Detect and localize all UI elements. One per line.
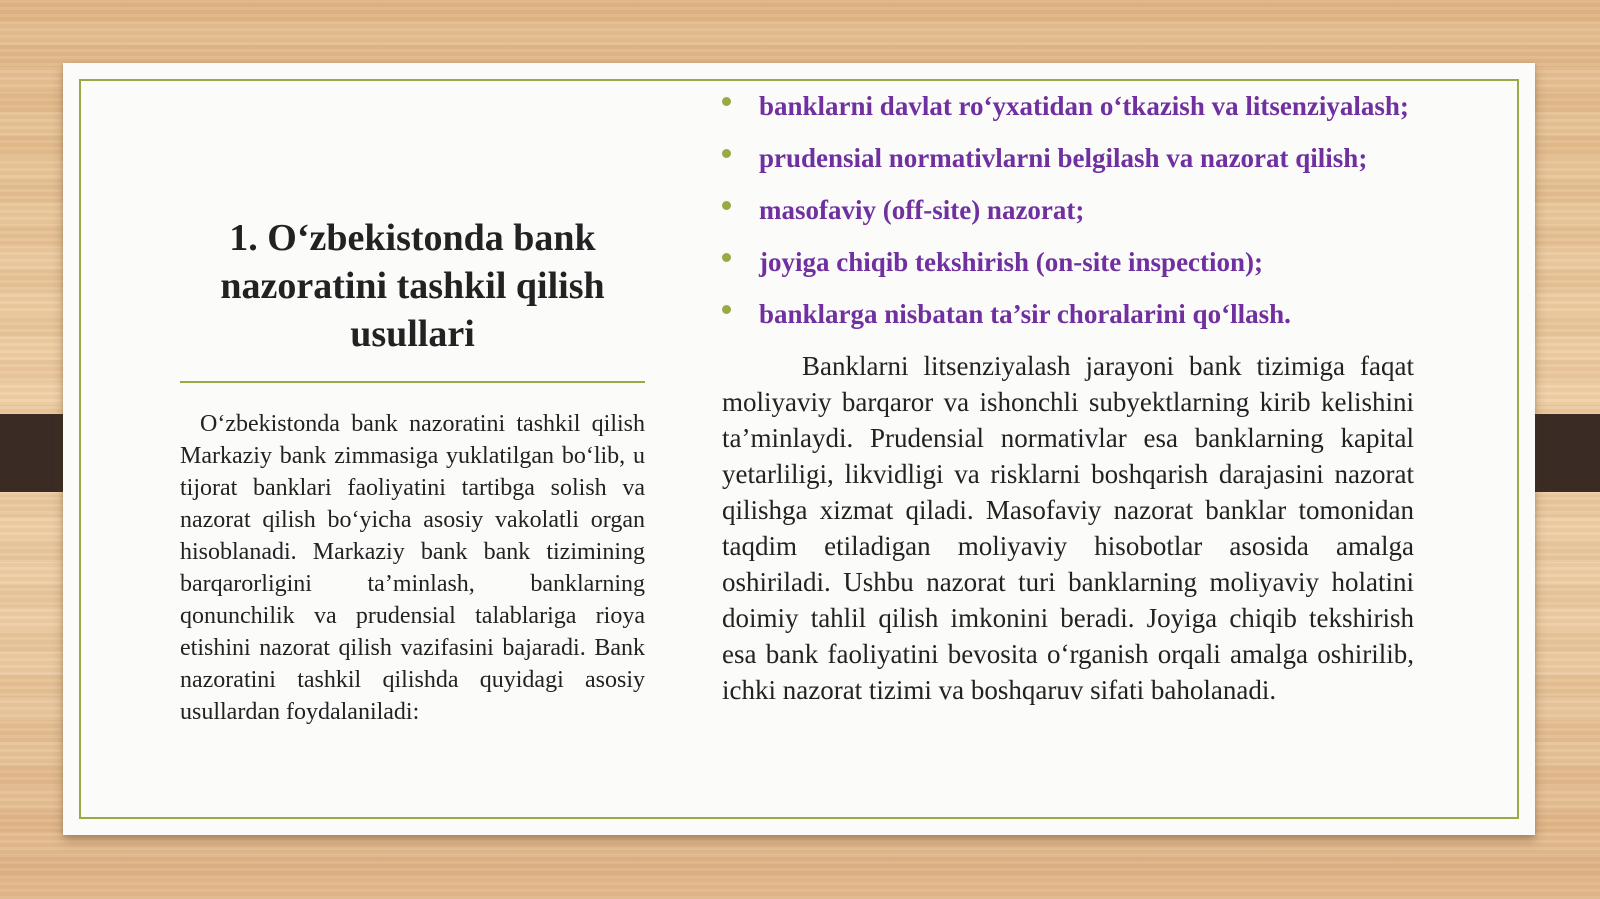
bullet-dot-icon [722,253,731,262]
list-item [722,296,1414,332]
title-divider [180,381,645,383]
list-item [722,192,1414,228]
list-item-text: banklarga nisbatan ta’sir choralarini qo‘llash. [759,299,1291,329]
bullet-dot-icon [722,97,731,106]
list-item [722,244,1414,280]
list-item [722,88,1414,124]
list-item-text: banklarni davlat ro‘yxatidan o‘tkazish va litsenziyalash; [759,91,1409,121]
bullet-dot-icon [722,201,731,210]
methods-list [722,88,1414,332]
bullet-dot-icon [722,305,731,314]
list-item-text: prudensial normativlarni belgilash va nazorat qilish; [759,143,1368,173]
right-column [722,88,1414,708]
list-item-text: joyiga chiqib tekshirish (on-site inspection); [759,247,1264,277]
body-paragraph: Banklarni litsenziyalash jarayoni bank tizimiga faqat moliyaviy barqaror va ishonchli subyektlarning kirib kelishini ta’minlaydi. Prudensial normativlar esa banklarning kapital yetarliligi, likvidligi va risklarni boshqarish darajasini nazorat qilishga xizmat qiladi. Masofaviy nazorat banklar tomonidan taqdim etiladigan moliyaviy hisobotlar asosida amalga oshiriladi. Ushbu nazorat turi banklarning moliyaviy holatini doimiy tahlil qilish imkonini beradi. Joyiga chiqib tekshirish esa bank faoliyatini bevosita o‘rganish orqali amalga oshirilib, ichki nazorat tizimi va boshqaruv sifati baholanadi. [722,351,1414,705]
list-item [722,140,1414,176]
left-column [180,214,645,752]
list-item-text: masofaviy (off-site) nazorat; [759,195,1085,225]
intro-paragraph: O‘zbekistonda bank nazoratini tashkil qilish Markaziy bank zimmasiga yuklatilgan bo‘lib, u tijorat banklari faoliyatini tartibga solish va nazorat qilish bo‘yicha asosiy vakolatli organ hisoblanadi. Markaziy bank bank tizimining barqarorligini ta’minlash, banklarning qonunchilik va prudensial talablariga rioya etishini nazorat qilish vazifasini bajaradi. Bank nazoratini tashkil qilishda quyidagi asosiy usullardan foydalaniladi: [180,411,645,725]
bullet-dot-icon [722,149,731,158]
slide-title: 1. O‘zbekistonda bank nazoratini tashkil qilish usullari [220,217,605,355]
